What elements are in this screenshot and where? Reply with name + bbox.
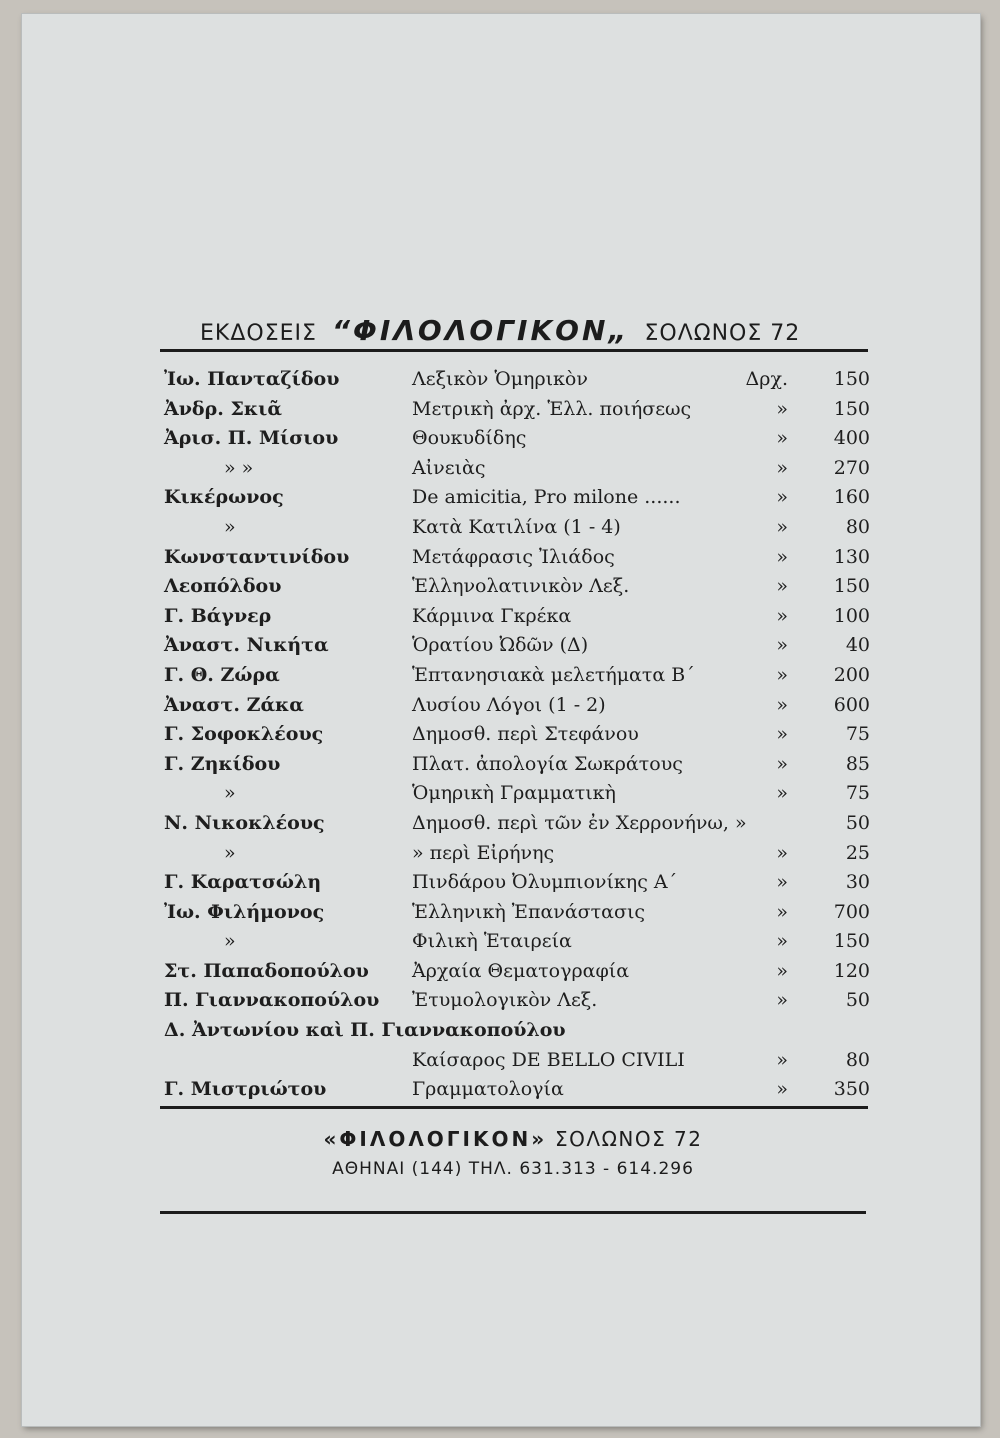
catalog-row <box>164 809 870 839</box>
book-price: 30 <box>845 871 870 894</box>
book-price: 100 <box>833 604 870 627</box>
catalog-row <box>164 1016 870 1046</box>
book-price: 160 <box>833 486 870 509</box>
book-author: Στ. Παπαδοπούλου <box>164 959 369 982</box>
book-title: » περὶ Εἰρήνης <box>412 841 555 864</box>
price-unit: » <box>776 989 788 1012</box>
price-unit: » <box>776 782 788 805</box>
book-title: Ὁρατίου Ὠδῶν (Δ) <box>412 634 589 657</box>
book-author: Γ. Ζηκίδου <box>164 752 281 775</box>
book-price: 150 <box>833 575 870 598</box>
book-price: 50 <box>845 811 870 834</box>
catalog-row <box>164 572 870 602</box>
price-unit: » <box>776 1078 788 1101</box>
footer-brand: «ΦΙΛΟΛΟΓΙΚΟΝ» <box>323 1127 548 1151</box>
book-title: Ἀρχαία Θεματογραφία <box>412 959 630 982</box>
publisher-footer <box>160 1127 866 1179</box>
catalog-row <box>164 513 870 543</box>
book-title: Δημοσθ. περὶ Στεφάνου <box>412 723 639 746</box>
book-catalog-list <box>164 365 870 1105</box>
book-author: Ἀνδρ. Σκιᾶ <box>164 397 282 420</box>
book-price: 85 <box>845 752 870 775</box>
book-title: Ὁμηρικὴ Γραμματικὴ <box>412 782 616 805</box>
book-price: 80 <box>845 1048 870 1071</box>
book-price: 50 <box>845 989 870 1012</box>
price-unit: » <box>776 634 788 657</box>
book-author: Δ. Ἀντωνίου καὶ Π. Γιαννακοπούλου <box>164 1019 566 1042</box>
book-price: 200 <box>833 663 870 686</box>
price-unit: Δρχ. <box>745 368 788 390</box>
book-author: Γ. Καρατσώλη <box>164 871 322 894</box>
book-price: 700 <box>833 900 870 923</box>
price-unit: » <box>776 871 788 894</box>
book-author: Π. Γιαννακοπούλου <box>164 989 380 1012</box>
book-title: Πινδάρου Ὀλυμπιονίκης Α΄ <box>412 871 678 894</box>
book-title: Καίσαρος DE BELLO CIVILI <box>412 1048 685 1071</box>
book-price: 270 <box>833 456 870 479</box>
catalog-row <box>164 839 870 869</box>
book-author: Κωνσταντινίδου <box>164 545 350 568</box>
price-unit: » <box>776 456 788 479</box>
book-price: 150 <box>833 368 870 390</box>
catalog-row <box>164 986 870 1016</box>
book-author: » » <box>224 456 254 479</box>
catalog-row <box>164 365 870 395</box>
book-author: Ἰω. Πανταζίδου <box>164 368 340 390</box>
price-unit: » <box>776 575 788 598</box>
header-prefix: ΕΚΔΟΣΕΙΣ <box>200 321 317 346</box>
book-price: 400 <box>833 427 870 450</box>
book-author: Ν. Νικοκλέους <box>164 811 325 834</box>
book-author: Κικέρωνος <box>164 486 284 509</box>
catalog-row <box>164 661 870 691</box>
book-title: Λεξικὸν Ὁμηρικὸν <box>412 368 588 390</box>
price-unit: » <box>776 752 788 775</box>
header-address: ΣΟΛΩΝΟΣ 72 <box>644 321 801 346</box>
book-title: Ἑλληνολατινικὸν Λεξ. <box>412 575 630 598</box>
footer-city-phone: ΑΘΗΝΑΙ (144) ΤΗΛ. 631.313 - 614.296 <box>332 1159 694 1179</box>
price-unit: » <box>776 693 788 716</box>
header-divider <box>160 349 868 352</box>
book-author: Ἰω. Φιλήμονος <box>164 900 325 923</box>
catalog-row <box>164 779 870 809</box>
catalog-row <box>164 454 870 484</box>
catalog-row <box>164 1046 870 1076</box>
book-title: Δημοσθ. περὶ τῶν ἐν Χερρονήνω, » <box>412 811 747 834</box>
footer-divider <box>160 1211 866 1214</box>
price-unit: » <box>776 959 788 982</box>
price-unit: » <box>776 515 788 538</box>
book-author: » <box>224 930 236 953</box>
price-unit: » <box>776 427 788 450</box>
price-unit: » <box>776 397 788 420</box>
catalog-row <box>164 927 870 957</box>
catalog-row <box>164 720 870 750</box>
catalog-row <box>164 750 870 780</box>
book-author: » <box>224 841 236 864</box>
catalog-row <box>164 631 870 661</box>
book-title: Λυσίου Λόγοι (1 - 2) <box>412 693 606 716</box>
header-brand: “ΦΙΛΟΛΟΓΙΚΟΝ„ <box>331 314 630 347</box>
catalog-row <box>164 543 870 573</box>
book-price: 150 <box>833 930 870 953</box>
book-title: Κάρμινα Γκρέκα <box>412 604 572 627</box>
price-unit: » <box>776 930 788 953</box>
price-unit: » <box>776 604 788 627</box>
book-title: Πλατ. ἀπολογία Σωκράτους <box>412 752 683 775</box>
catalog-row <box>164 868 870 898</box>
book-author: » <box>224 515 236 538</box>
book-author: » <box>224 782 236 805</box>
book-author: Γ. Θ. Ζώρα <box>164 663 280 686</box>
price-unit: » <box>776 900 788 923</box>
catalog-row <box>164 1075 870 1105</box>
book-author: Ἀναστ. Ζάκα <box>164 693 304 716</box>
price-unit: » <box>776 723 788 746</box>
book-title: Αἰνειὰς <box>412 456 486 479</box>
book-title: Ἑλληνικὴ Ἐπανάστασις <box>412 900 646 923</box>
book-title: Φιλικὴ Ἑταιρεία <box>412 930 572 953</box>
book-title: Ἑπτανησιακὰ μελετήματα Β΄ <box>412 663 695 686</box>
catalog-row <box>164 424 870 454</box>
catalog-row <box>164 691 870 721</box>
catalog-row <box>164 602 870 632</box>
price-unit: » <box>776 1048 788 1071</box>
book-price: 75 <box>845 782 870 805</box>
book-price: 40 <box>845 634 870 657</box>
book-price: 75 <box>845 723 870 746</box>
publisher-header <box>200 314 880 347</box>
price-unit: » <box>776 545 788 568</box>
book-title: Μετάφρασις Ἰλιάδος <box>412 545 615 568</box>
book-price: 80 <box>845 515 870 538</box>
book-author: Γ. Βάγνερ <box>164 604 272 627</box>
book-title: Γραμματολογία <box>412 1078 564 1101</box>
book-price: 25 <box>845 841 870 864</box>
book-title: Θουκυδίδης <box>412 427 527 450</box>
book-author: Γ. Μιστριώτου <box>164 1078 327 1101</box>
price-unit: » <box>776 486 788 509</box>
book-title: Μετρικὴ ἀρχ. Ἑλλ. ποιήσεως <box>412 397 692 420</box>
price-unit: » <box>776 841 788 864</box>
catalog-bottom-divider <box>160 1106 868 1109</box>
book-price: 120 <box>833 959 870 982</box>
catalog-row <box>164 898 870 928</box>
book-title: Ἐτυμολογικὸν Λεξ. <box>412 989 598 1012</box>
footer-line-brand <box>160 1127 866 1151</box>
footer-address: ΣΟΛΩΝΟΣ 72 <box>555 1127 703 1151</box>
book-author: Ἀναστ. Νικήτα <box>164 634 329 657</box>
catalog-row <box>164 957 870 987</box>
book-author: Γ. Σοφοκλέους <box>164 723 324 746</box>
book-price: 600 <box>833 693 870 716</box>
book-price: 350 <box>833 1078 870 1101</box>
book-title: Κατὰ Κατιλίνα (1 - 4) <box>412 515 621 538</box>
book-title: De amicitia, Pro milone ...... <box>412 486 681 509</box>
catalog-row <box>164 483 870 513</box>
book-author: Λεοπόλδου <box>164 575 282 598</box>
book-price: 150 <box>833 397 870 420</box>
price-unit: » <box>776 663 788 686</box>
book-price: 130 <box>833 545 870 568</box>
catalog-row <box>164 395 870 425</box>
book-author: Ἀρισ. Π. Μίσιου <box>164 427 339 450</box>
